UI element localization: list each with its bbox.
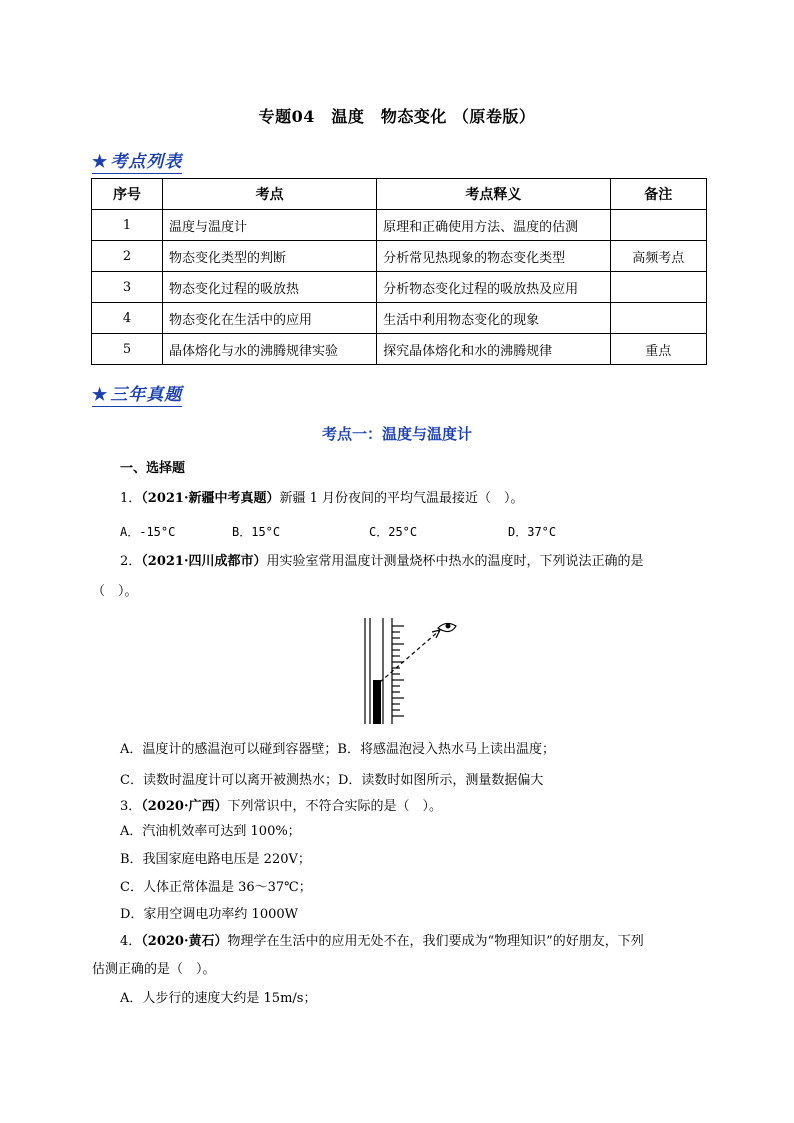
table-cell: 5: [92, 334, 163, 365]
question-text-cont: （ ）。: [92, 584, 138, 599]
option-c: C．25°C: [369, 525, 418, 539]
option-d: D．37°C: [508, 525, 557, 539]
question-text-cont: 估测正确的是（ ）。: [92, 962, 216, 977]
option-a: A．-15°C: [120, 525, 176, 539]
question-text: 物理学在生活中的应用无处不在，我们要成为“物理知识”的好朋友，下列: [227, 934, 644, 949]
question-4: [120, 932, 644, 952]
question-number: 1．: [120, 491, 142, 506]
topic-subheading: 考点一：温度与温度计: [321, 425, 472, 443]
option-cd: C．读数时温度计可以离开被测热水；D．读数时如图所示，测量数据偏大: [120, 773, 544, 788]
section-heading-topic-list: [92, 147, 182, 174]
column-header: 备注: [610, 179, 706, 210]
question-number: 2．: [120, 554, 142, 569]
table-cell: [610, 272, 706, 303]
part-heading: 一、选择题: [120, 461, 186, 476]
table-cell: 2: [92, 241, 163, 272]
table-row: [92, 303, 707, 334]
thermometer-figure: [360, 616, 465, 726]
table-cell: 4: [92, 303, 163, 334]
page-title: 专题04 温度 物态变化 （原卷版）: [258, 107, 536, 126]
table-cell: 分析常见热现象的物态变化类型: [377, 241, 610, 272]
option-a: A．人步行的速度大约是 15m/s；: [120, 991, 317, 1006]
column-header: 序号: [92, 179, 163, 210]
question-source: （2020·广西）: [141, 799, 228, 814]
table-cell: 原理和正确使用方法、温度的估测: [377, 210, 610, 241]
option-b: B．15°C: [232, 525, 281, 539]
table-cell: 物态变化类型的判断: [163, 241, 377, 272]
option-c: C．人体正常体温是 36～37℃；: [120, 880, 312, 895]
table-cell: 1: [92, 210, 163, 241]
table-cell: 生活中利用物态变化的现象: [377, 303, 610, 334]
table-row: [92, 241, 707, 272]
question-2: [120, 552, 644, 572]
question-source: （2021·四川成都市）: [141, 554, 267, 569]
question-1: [120, 489, 524, 509]
option-ab: A．温度计的感温泡可以碰到容器壁；B．将感温泡浸入热水马上读出温度；: [120, 742, 555, 757]
table-cell: 物态变化在生活中的应用: [163, 303, 377, 334]
question-number: 4．: [120, 934, 142, 949]
question-source: （2021·新疆中考真题）: [141, 491, 280, 506]
table-header-row: [92, 179, 707, 210]
option-a: A．汽油机效率可达到 100%；: [120, 824, 301, 839]
table-cell: 高频考点: [610, 241, 706, 272]
table-cell: 晶体熔化与水的沸腾规律实验: [163, 334, 377, 365]
question-source: （2020·黄石）: [141, 934, 228, 949]
section-heading-label: 考点列表: [110, 152, 183, 172]
question-number: 3．: [120, 799, 142, 814]
topic-table: [91, 178, 707, 365]
table-row: [92, 210, 707, 241]
table-cell: 3: [92, 272, 163, 303]
table-cell: 探究晶体熔化和水的沸腾规律: [377, 334, 610, 365]
table-row: [92, 272, 707, 303]
table-cell: 温度与温度计: [163, 210, 377, 241]
option-d: D．家用空调电功率约 1000W: [120, 907, 299, 922]
column-header: 考点释义: [377, 179, 610, 210]
section-heading-past-exams: [92, 380, 182, 407]
question-text: 用实验室常用温度计测量烧杯中热水的温度时，下列说法正确的是: [266, 554, 644, 569]
table-cell: 分析物态变化过程的吸放热及应用: [377, 272, 610, 303]
star-icon: ★: [92, 385, 109, 405]
column-header: 考点: [163, 179, 377, 210]
table-row: [92, 334, 707, 365]
question-3: [120, 797, 442, 817]
table-cell: 重点: [610, 334, 706, 365]
section-heading-label: 三年真题: [110, 385, 183, 405]
question-text: 下列常识中，不符合实际的是（ ）。: [227, 799, 443, 814]
option-b: B．我国家庭电路电压是 220V；: [120, 852, 311, 867]
table-cell: [610, 210, 706, 241]
question-text: 新疆 1 月份夜间的平均气温最接近（ ）。: [279, 491, 524, 506]
table-cell: 物态变化过程的吸放热: [163, 272, 377, 303]
table-cell: [610, 303, 706, 334]
star-icon: ★: [92, 152, 109, 172]
